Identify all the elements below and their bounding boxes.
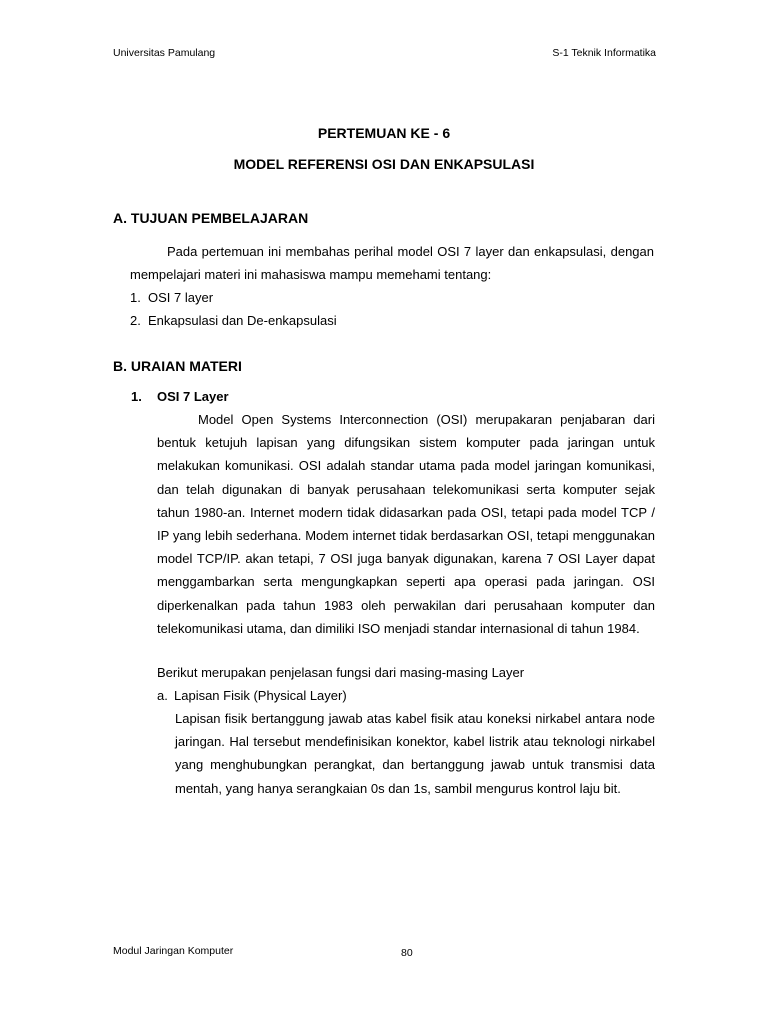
layers-intro: Berikut merupakan penjelasan fungsi dari masing-masing Layer xyxy=(157,665,525,680)
list-item-text: OSI 7 layer xyxy=(148,290,214,305)
list-item xyxy=(130,309,337,332)
header-university: Universitas Pamulang xyxy=(113,47,216,59)
sub-item-title: Lapisan Fisik (Physical Layer) xyxy=(174,688,347,703)
section-a-intro: Pada pertemuan ini membahas perihal model OSI 7 layer dan enkapsulasi, dengan mempelajari materi ini mahasiswa mampu memehami tentang: xyxy=(130,244,654,283)
meeting-title: PERTEMUAN KE - 6 xyxy=(317,125,451,141)
list-item-text: Enkapsulasi dan De-enkapsulasi xyxy=(148,313,337,329)
list-item-number: 1. xyxy=(130,290,141,305)
page-number: 80 xyxy=(401,947,413,959)
list-item xyxy=(130,286,337,309)
subsection-title: OSI 7 Layer xyxy=(157,389,229,404)
physical-layer-heading xyxy=(157,684,655,707)
physical-layer-paragraph: Lapisan fisik bertanggung jawab atas kabel fisik atau koneksi nirkabel antara node jaringan. Hal tersebut mendefinisikan konektor, kabel listrik atau teknologi nirkabel yang menghubungkan perangkat, dan bertanggung jawab untuk transmisi data mentah, yang hanya serangkaian 0s dan 1s, sambil mengurus kontrol laju bit. xyxy=(175,711,655,796)
list-item-number: 2. xyxy=(130,313,141,329)
osi-paragraph: Model Open Systems Interconnection (OSI) merupakaran penjabaran dari bentuk ketujuh lapisan yang difungsikan sistem komputer pada jaringan untuk melakukan komunikasi. OSI adalah standar utama pada model jaringan komunikasi, dan telah digunakan di banyak perusahaan telekomunikasi serta komputer sejak tahun 1980-an. Internet modern tidak didasarkan pada OSI, tetapi pada model TCP / IP yang lebih sederhana. Modem internet tidak berdasarkan OSI, tetapi menggunakan model TCP/IP. akan tetapi, 7 OSI juga banyak digunakan, karena 7 OSI Layer dapat menggambarkan serta mengungkapkan seperti apa operasi pada jaringan. OSI diperkenalkan pada tahun 1983 oleh perwakilan dari perusahaan komputer dan telekomunikasi utama, dan dimiliki ISO menjadi standar internasional di tahun 1984. xyxy=(157,412,655,636)
objectives-list xyxy=(130,286,337,332)
subsection-number: 1. xyxy=(131,389,142,404)
sub-item-letter: a. xyxy=(157,688,168,703)
subsection-heading xyxy=(131,388,229,406)
topic-title: MODEL REFERENSI OSI DAN ENKAPSULASI xyxy=(233,156,535,172)
section-a-heading: A. TUJUAN PEMBELAJARAN xyxy=(113,210,309,226)
footer-module: Modul Jaringan Komputer xyxy=(113,945,234,957)
section-b-heading: B. URAIAN MATERI xyxy=(113,358,242,374)
header-program: S-1 Teknik Informatika xyxy=(552,47,656,59)
